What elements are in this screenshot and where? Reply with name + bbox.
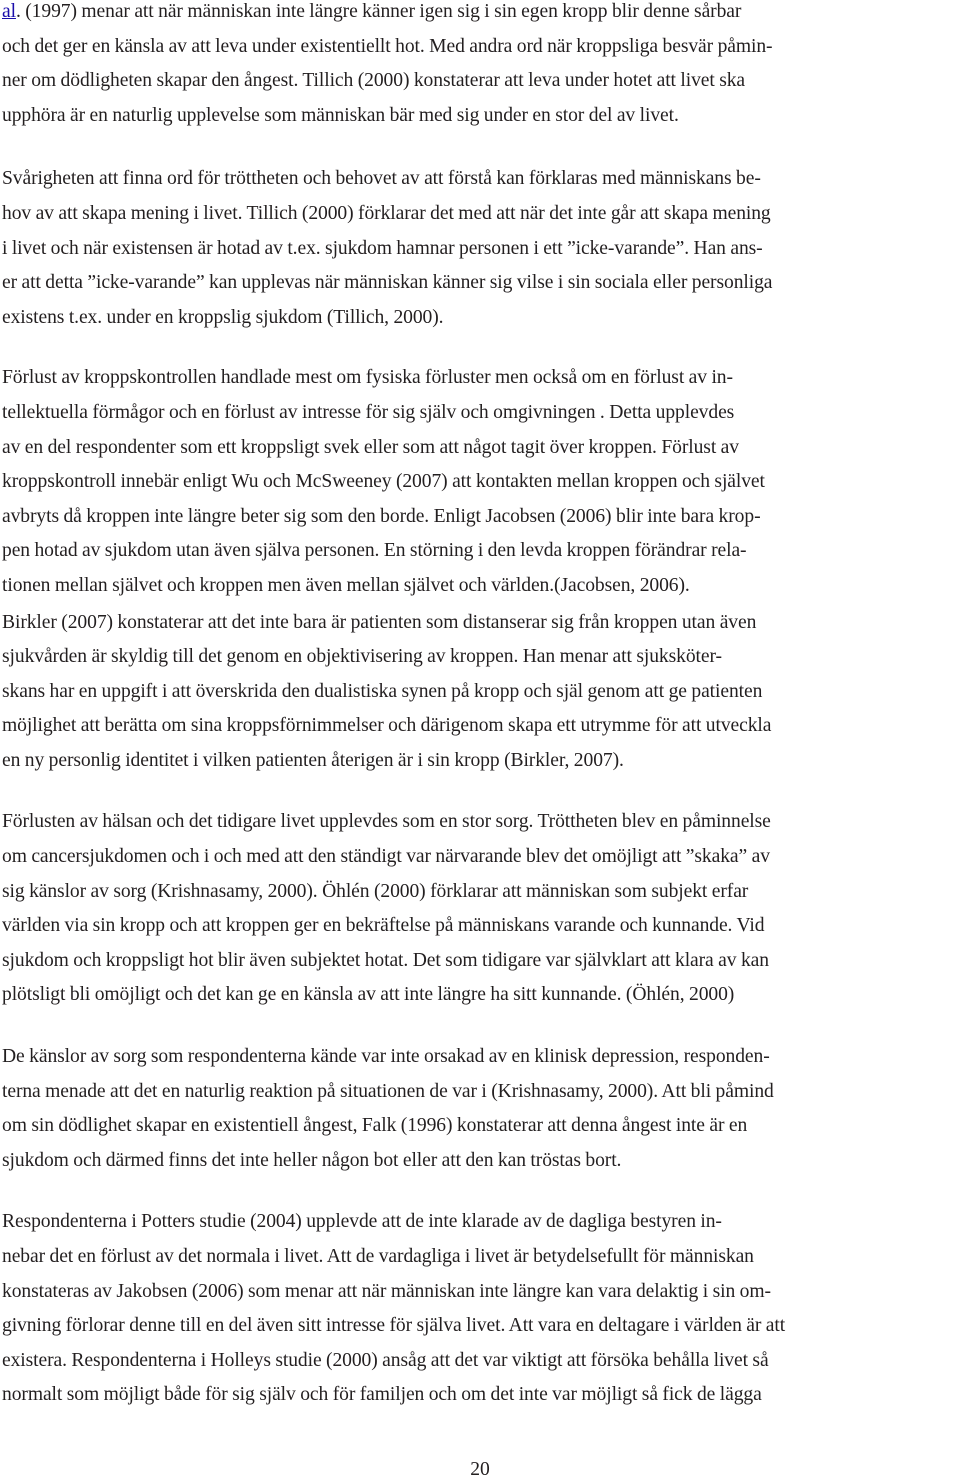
text-line: De känslor av sorg som respondenterna kände var inte orsakad av en klinisk depression, responden- [2, 1046, 770, 1068]
text-line: nebar det en förlust av det normala i livet. Att de vardagliga i livet är betydelsefullt för människan [2, 1246, 754, 1267]
text-line: om cancersjukdomen och i och med att den ständigt var närvarande blev det omöjligt att ”skaka” av [2, 846, 770, 868]
text-line: konstateras av Jakobsen (2006) som menar att när människan inte längre kan vara delaktig i sin om- [2, 1280, 771, 1302]
text-line: upphöra är en naturlig upplevelse som människan bär med sig under en stor del av livet. [2, 104, 679, 126]
page-number: 20 [470, 1459, 490, 1480]
paragraph [2, 805, 954, 1013]
text-line: möjlighet att berätta om sina kroppsförnimmelser och därigenom skapa ett utrymme för att utveckla [2, 715, 772, 737]
text-line: existens t.ex. under en kroppslig sjukdom (Tillich, 2000). [2, 306, 444, 328]
text-line: kroppskontroll innebär enligt Wu och McSweeney (2007) att kontakten mellan kroppen och självet [2, 471, 765, 493]
body-text [2, 0, 954, 1413]
paragraph [2, 1205, 954, 1413]
paragraph [2, 1040, 954, 1178]
text-line: tionen mellan självet och kroppen men även mellan självet och världen.(Jacobsen, 2006). [2, 574, 690, 596]
text-line [2, 0, 954, 30]
text-line: sjukvården är skyldig till det genom en objektivisering av kroppen. Han menar att sjuksköter- [2, 646, 722, 668]
paragraph [2, 606, 954, 779]
paragraph [2, 0, 954, 133]
text-line: Respondenterna i Potters studie (2004) upplevde att de inte klarade av de dagliga bestyren in- [2, 1211, 722, 1233]
text-line: givning förlorar denne till en del även sitt intresse för själva livet. Att vara en deltagare i världen är att [2, 1315, 786, 1337]
text-line: skans har en uppgift i att överskrida den dualistiska synen på kropp och själ genom att ge patienten [2, 680, 763, 702]
text-line: sjukdom och kroppsligt hot blir även subjektet hotat. Det som tidigare var självklart att klara av kan [2, 949, 769, 971]
reference-link[interactable]: al [2, 1, 16, 22]
text-line: Birkler (2007) konstaterar att det inte bara är patienten som distanserar sig från kroppen utan även [2, 611, 757, 633]
text-line: hov av att skapa mening i livet. Tillich (2000) förklarar det med att när det inte går att skapa mening [2, 202, 771, 224]
text-line: om sin dödlighet skapar en existentiell ångest, Falk (1996) konstaterar att denna ångest inte är en [2, 1115, 748, 1137]
text-line: ner om dödligheten skapar den ångest. Tillich (2000) konstaterar att leva under hotet att livet ska [2, 70, 746, 92]
text-line: tellektuella förmågor och en förlust av intresse för sig själv och omgivningen . Detta upplevdes [2, 401, 735, 423]
text-line: terna menade att det en naturlig reaktion på situationen de var i (Krishnasamy, 2000). Att bli påmind [2, 1080, 774, 1102]
text-line: existera. Respondenterna i Holleys studie (2000) ansåg att det var viktigt att försöka behålla livet så [2, 1349, 769, 1371]
text-line: avbryts då kroppen inte längre beter sig som den borde. Enligt Jacobsen (2006) blir inte bara krop- [2, 505, 761, 527]
text-line: Förlust av kroppskontrollen handlade mest om fysiska förluster men också om en förlust av in- [2, 367, 733, 389]
text-line: sjukdom och därmed finns det inte heller någon bot eller att den kan tröstas bort. [2, 1149, 622, 1171]
text-line: och det ger en känsla av att leva under existentiellt hot. Med andra ord när kroppsliga besvär påmin- [2, 35, 773, 57]
paragraph [2, 361, 954, 603]
text-line: i livet och när existensen är hotad av t.ex. sjukdom hamnar personen i ett ”icke-varande”. Han ans- [2, 237, 763, 259]
text-line: plötsligt bli omöjligt och det kan ge en känsla av att inte längre ha sitt kunnande. (Öhlén, 2000) [2, 984, 735, 1006]
text-segment: . (1997) menar att när människan inte längre känner igen sig i sin egen kropp blir denne sårbar [15, 1, 742, 22]
text-line: Förlusten av hälsan och det tidigare livet upplevdes som en stor sorg. Tröttheten blev en påminnelse [2, 811, 771, 833]
text-line: världen via sin kropp och att kroppen ger en bekräftelse på människans varande och kunnande. Vid [2, 915, 765, 937]
text-line: er att detta ”icke-varande” kan upplevas när människan känner sig vilse i sin sociala eller personliga [2, 272, 773, 294]
text-line: normalt som möjligt både för sig själv och för familjen och om det inte var möjligt så fick de lägga [2, 1384, 762, 1406]
text-line: Svårigheten att finna ord för tröttheten och behovet av att förstå kan förklaras med människans be- [2, 168, 761, 190]
text-line: en ny personlig identitet i vilken patienten återigen är i sin kropp (Birkler, 2007). [2, 749, 624, 771]
text-line: sig känslor av sorg (Krishnasamy, 2000). Öhlén (2000) förklarar att människan som subjekt erfar [2, 880, 749, 902]
paragraph [2, 162, 954, 335]
text-line: pen hotad av sjukdom utan även själva personen. En störning i den levda kroppen förändrar rela- [2, 540, 747, 562]
text-line: av en del respondenter som ett kroppsligt svek eller som att något tagit över kroppen. Förlust av [2, 436, 739, 458]
